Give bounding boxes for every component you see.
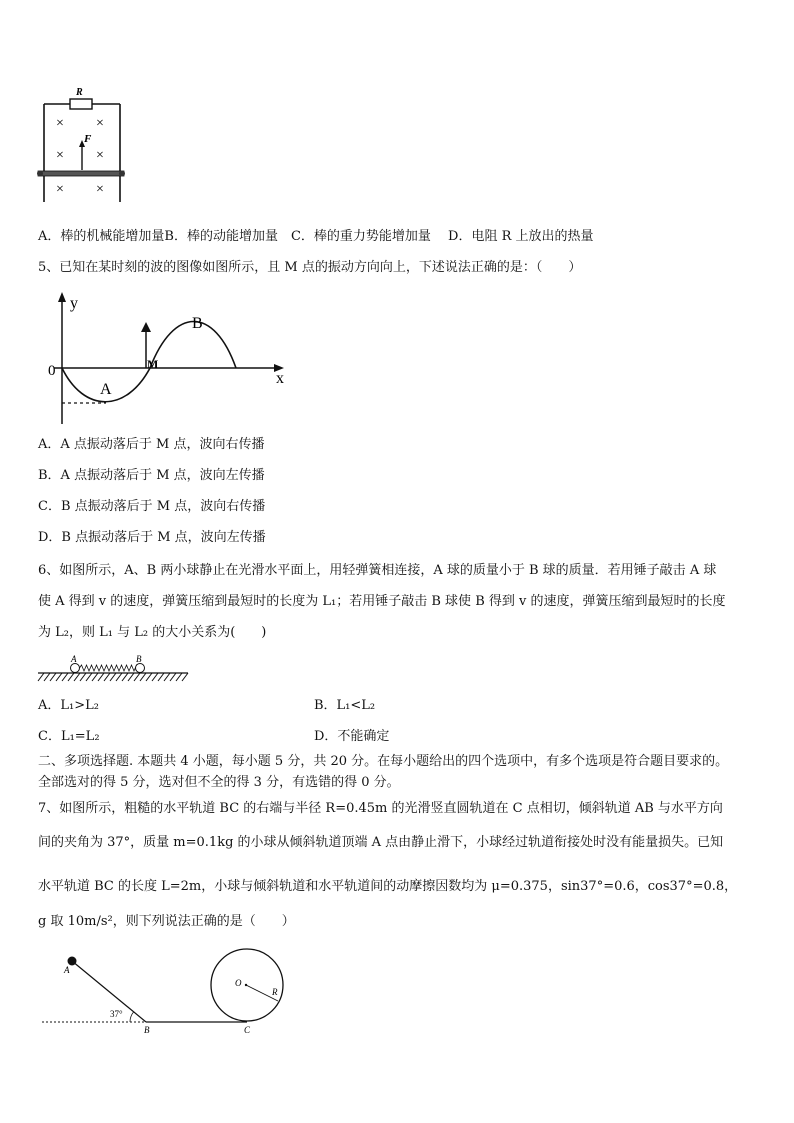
field-mark: × <box>56 116 64 131</box>
q5-axis-x: x <box>276 370 284 387</box>
q7-label-r: R <box>272 987 278 997</box>
angle-arc <box>130 1012 134 1022</box>
ball-a <box>71 664 80 673</box>
q6-label-a: A <box>71 654 77 664</box>
q6-option-c: C．L₁=L₂ <box>38 729 100 744</box>
q5-option-c: C．B 点振动落后于 M 点，波向右传播 <box>38 499 266 514</box>
q5-axis-y: y <box>70 295 78 312</box>
q7-stem-line1: 7、如图所示，粗糙的水平轨道 BC 的右端与半径 R=0.45m 的光滑竖直圆轨道在 C 点相切，倾斜轨道 AB 与水平方向 <box>38 801 723 816</box>
ball-b <box>136 664 145 673</box>
q7-label-c: C <box>244 1025 251 1035</box>
q4-label-f: F <box>84 133 92 145</box>
q7-angle: 37° <box>110 1009 123 1019</box>
q7-stem-line4: g 取 10m/s²，则下列说法正确的是（ ） <box>38 914 295 929</box>
q4-label-r: R <box>76 87 83 98</box>
q7-stem-line3: 水平轨道 BC 的长度 L=2m，小球与倾斜轨道和水平轨道间的动摩擦因数均为 μ=0.375，sin37°=0.6，cos37°=0.8， <box>38 879 738 894</box>
q5-label-a: A <box>100 381 112 398</box>
metal-rod <box>38 171 124 176</box>
q5-option-b: B．A 点振动落后于 M 点，波向左传播 <box>38 468 265 483</box>
q6-option-d: D．不能确定 <box>314 729 390 744</box>
q4-resistor <box>70 99 92 109</box>
q5-wave-figure <box>46 288 296 428</box>
q5-origin: 0 <box>48 363 56 379</box>
q6-stem-line1: 6、如图所示，A、B 两小球静止在光滑水平面上，用轻弹簧相连接，A 球的质量小于 B 球的质量．若用锤子敲击 A 球 <box>38 563 717 578</box>
q6-stem-line2: 使 A 得到 v 的速度，弹簧压缩到最短时的长度为 L₁；若用锤子敲击 B 球使 B 得到 v 的速度，弹簧压缩到最短时的长度 <box>38 594 726 609</box>
field-mark: × <box>56 148 64 163</box>
q5-option-a: A．A 点振动落后于 M 点，波向右传播 <box>38 437 265 452</box>
incline-ab <box>72 961 146 1022</box>
q6-stem-line3: 为 L₂，则 L₁ 与 L₂ 的大小关系为( ) <box>38 625 267 640</box>
field-mark: × <box>96 182 104 197</box>
field-mark: × <box>56 182 64 197</box>
q5-stem: 5、已知在某时刻的波的图像如图所示，且 M 点的振动方向向上，下述说法正确的是：（ ） <box>38 260 582 275</box>
q5-option-d: D．B 点振动落后于 M 点，波向左传播 <box>38 530 266 545</box>
q5-label-b: B <box>192 315 203 332</box>
q6-figure <box>38 652 190 684</box>
q6-label-b: B <box>136 654 142 664</box>
q7-stem-line2: 间的夹角为 37°，质量 m=0.1kg 的小球从倾斜轨道顶端 A 点由静止滑下，小球经过轨道衔接处时没有能量损失。已知 <box>38 835 724 850</box>
q7-label-b: B <box>144 1025 150 1035</box>
field-mark: × <box>96 148 104 163</box>
field-mark: × <box>96 116 104 131</box>
q7-figure <box>40 948 300 1040</box>
q6-option-a: A．L₁>L₂ <box>38 698 99 713</box>
q7-label-a: A <box>64 965 70 975</box>
q4-figure <box>36 86 126 206</box>
q4-options: A．棒的机械能增加量B．棒的动能增加量 C．棒的重力势能增加量 D．电阻 R 上放出的热量 <box>38 229 594 244</box>
q5-label-m: M <box>147 357 159 371</box>
section2-line1: 二、多项选择题. 本题共 4 小题，每小题 5 分，共 20 分。在每小题给出的四个选项中，有多个选项是符合题目要求的。 <box>38 754 729 769</box>
q7-label-o: O <box>235 978 242 988</box>
q6-option-b: B．L₁<L₂ <box>314 698 376 713</box>
section2-line2: 全部选对的得 5 分，选对但不全的得 3 分，有选错的得 0 分。 <box>38 775 400 790</box>
spring <box>80 665 141 671</box>
ground-hatch <box>38 673 188 681</box>
